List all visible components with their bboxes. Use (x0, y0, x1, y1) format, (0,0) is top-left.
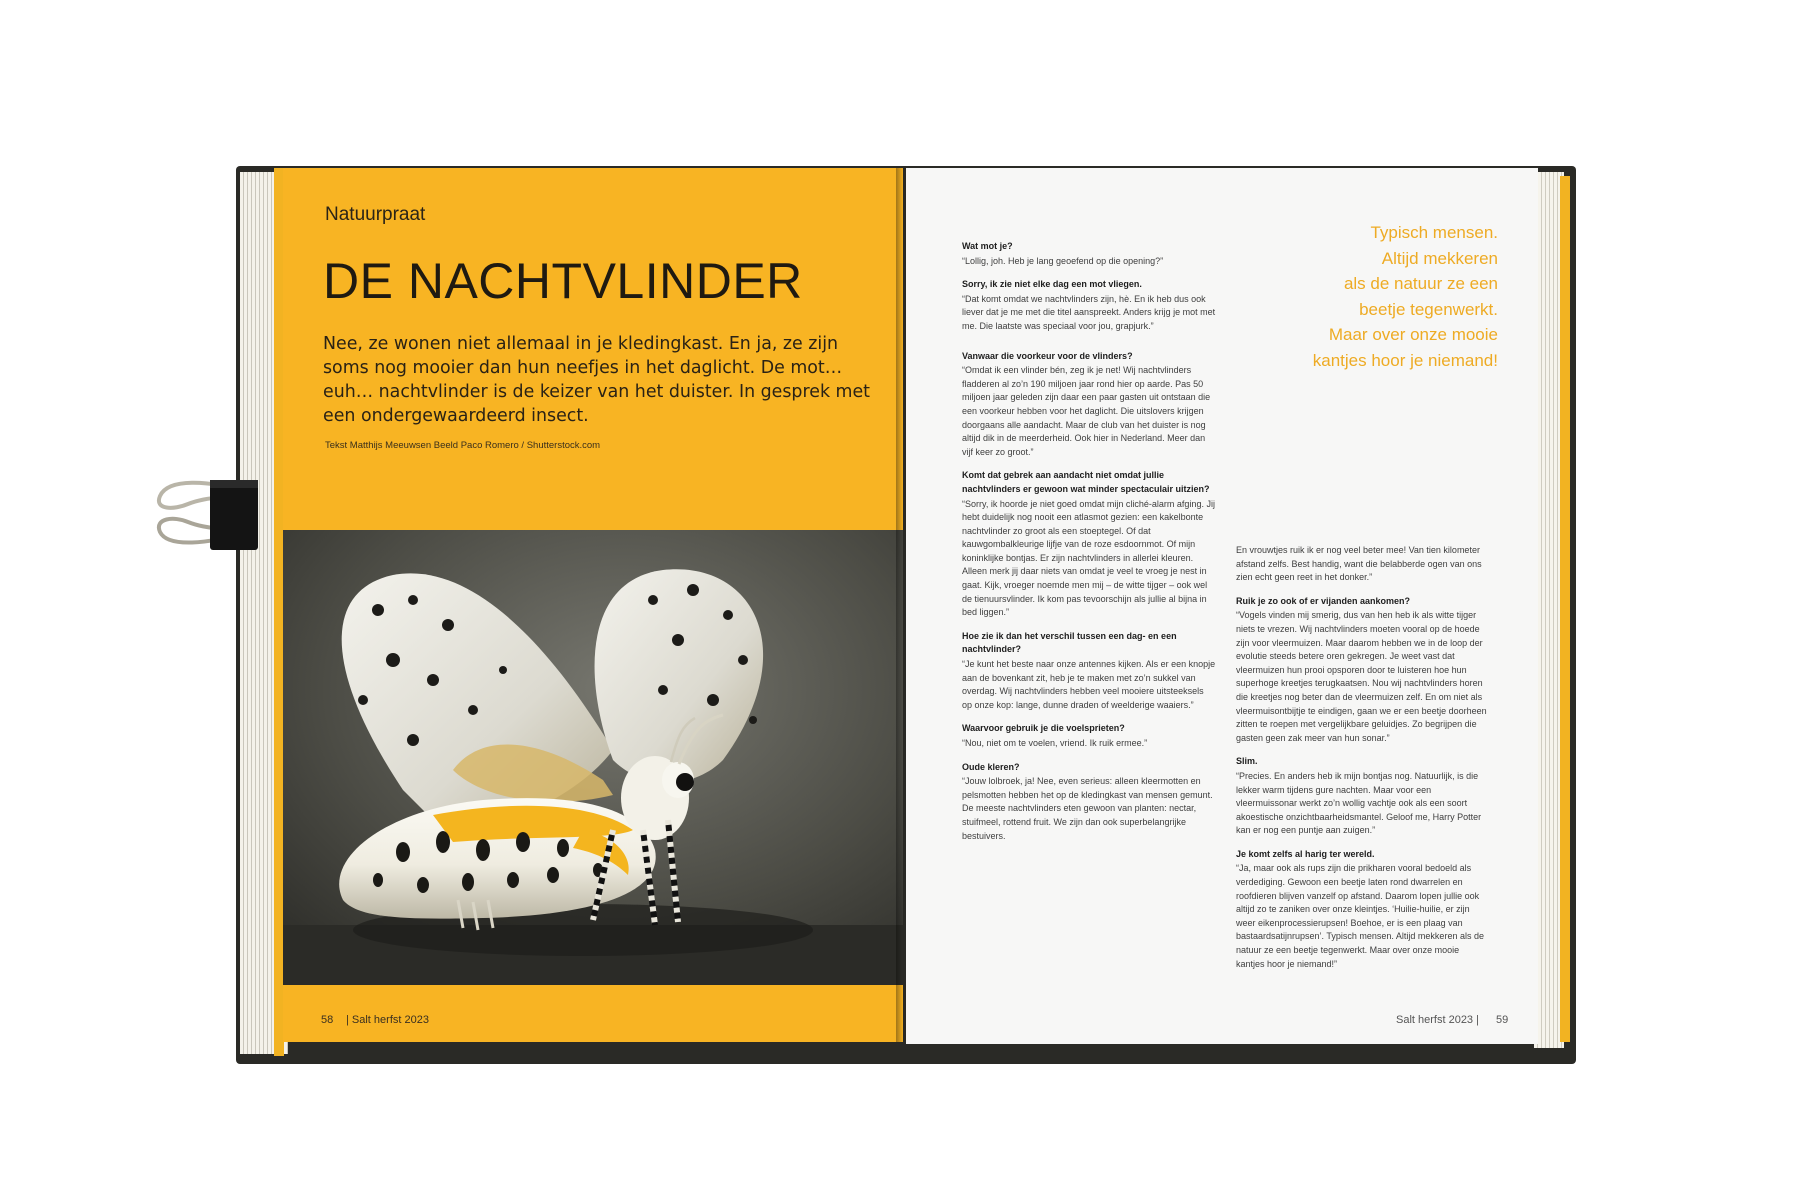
binder-clip-icon (148, 470, 278, 560)
page-number-right: 59 (1496, 1014, 1509, 1026)
answer: “Nou, niet om te voelen, vriend. Ik ruik ermee.” (962, 738, 1148, 748)
answer: “Jouw lolbroek, ja! Nee, even serieus: alleen kleermotten en pelsmotten hebben het op de kledingkast van mensen gemunt. De meeste nachtvlinders eten gewoon van planten: nectar, stuifmeel, rottend fruit. We zijn dan ook superbelangrijke bestuivers. (962, 776, 1213, 841)
answer: “Omdat ik een vlinder bén, zeg ik je net! Wij nachtvlinders fladderen al zo’n 190 miljoen jaar rond hier op aarde. Pas 50 miljoen jaar geleden zijn daar een paar gasten uit ontstaan die een voorkeur hebben voor het daglicht. Die uitslovers krijgen doorgaans alle aandacht. Maar de club van het duister is nog altijd dik in de meerderheid. Ook hier in Nederland. Meer dan vijf keer zo groot.” (962, 365, 1211, 457)
qa-block (1236, 755, 1490, 838)
page-number-left: 58 (321, 1014, 334, 1026)
qa-block (962, 240, 1216, 268)
moth-illustration (283, 530, 903, 985)
article-intro: Nee, ze wonen niet allemaal in je kledingkast. En ja, ze zijn soms nog mooier dan hun neefjes in het daglicht. De mot… euh… nachtvlinder is de keizer van het duister. In gesprek met een ondergewaardeerd insect. (323, 334, 870, 426)
article-title: DE NACHTVLINDER (323, 253, 803, 309)
interview-column-2 (1236, 544, 1490, 981)
right-page (906, 168, 1538, 1044)
folio-right: Salt herfst 2023 | (1396, 1014, 1479, 1026)
question: Vanwaar die voorkeur voor de vlinders? (962, 350, 1133, 361)
section-label: Natuurpraat (325, 204, 426, 225)
qa-block (1236, 544, 1490, 585)
question: Komt dat gebrek aan aandacht niet omdat jullie nachtvlinders er gewoon wat minder spectaculair uitzien? (962, 470, 1210, 494)
binder-clip (148, 470, 278, 564)
qa-block (962, 722, 1216, 750)
answer: “Sorry, ik hoorde je niet goed omdat mijn cliché-alarm afging. Jij hebt duidelijk nog nooit een atlasmot gezien: een kakelbonte nachtvlinder zo groot als een stoeptegel. Of dat kauwgombalkleurige lijfje van de roze esdoornmot. Of mijn koninklijke bontjas. Er zijn nachtvlinders in allerlei kleuren. Alleen merk jij daar niets van omdat je veel te vroeg je nest in gaat. Kijk, vroeger noemde men mij – de witte tijger – ook wel de tienuursvlinder. Ik kom pas tevoorschijn als jullie al bijna in bed liggen.” (962, 498, 1215, 618)
qa-block (1236, 848, 1490, 971)
answer: “Precies. En anders heb ik mijn bontjas nog. Natuurlijk, is die lekker warm tijdens gure nachten. Maar voor een vleermuissonar werkt zo’n wollig vachtje ook als een soort akoestische onzichtbaarheidsmantel. Geloof me, Harry Potter kan er nog een puntje aan zuigen.” (1236, 770, 1482, 836)
answer: “Dat komt omdat we nachtvlinders zijn, hè. En ik heb dus ook liever dat je me met die titel aanspreekt. Anders krijg je mot met me. Die laatste was speciaal voor jou, grapjurk.” (962, 293, 1216, 331)
question: Slim. (1236, 756, 1258, 767)
question: Sorry, ik zie niet elke dag een mot vliegen. (962, 279, 1142, 290)
pull-quote: Typisch mensen. Altijd mekkeren als de natuur ze een beetje tegenwerkt. Maar over onze mooie kantjes hoor je niemand! (1312, 223, 1498, 370)
qa-block (1236, 595, 1490, 746)
answer: “Vogels vinden mij smerig, dus van hen heb ik als witte tijger niets te vrezen. Wij nachtvlinders moeten vooral op de hoede zijn voor vleermuizen. Maar daarom hebben we in de loop der evolutie steeds betere oren gekregen. Je weet vast dat vleermuizen hun prooi opsporen door te luisteren hoe hun superhoge kreetjes terugkaatsen. Nou wij nachtvlinders horen die kreetjes nog beter dan de vleermuizen zelf. En om niet als vleermuisontbijtje te eindigen, gaan we er een beetje doorheen zitten te roepen met vergelijkbare geluidjes. Zo begrijpen die gasten geen zak meer van hun sonar.” (1236, 610, 1487, 743)
question: Ruik je zo ook of er vijanden aankomen? (1236, 595, 1411, 606)
qa-block (962, 278, 1216, 333)
folio-left: | Salt herfst 2023 (346, 1014, 429, 1026)
answer: “Ja, maar ook als rups zijn die prikharen vooral bedoeld als verdediging. Gewoon een beetje laten rond dwarrelen en roofdieren blijven vanzelf op afstand. Daarom lopen jullie ook altijd zo te zaniken over onze kleintjes. ‘Huilie-huilie, er zijn weer eikenprocessierupsen! Boehoe, er is een plaag van bastaardsatijnrupsen’. Typisch mensen. Altijd mekkeren als de natuur ze een beetje tegenwerkt. Maar over onze mooie kantjes hoor je niemand!” (1236, 863, 1484, 969)
left-page (283, 168, 903, 1042)
question: Je komt zelfs al harig ter wereld. (1236, 848, 1375, 859)
right-page-edge (1560, 176, 1570, 1042)
answer: “Lollig, joh. Heb je lang geoefend op die opening?” (962, 255, 1164, 266)
qa-block (962, 469, 1216, 620)
qa-block (962, 630, 1216, 713)
qa-block (962, 350, 1216, 460)
question: Oude kleren? (962, 761, 1020, 772)
photo-credit: Tekst Matthijs Meeuwsen Beeld Paco Romero / Shutterstock.com (325, 440, 601, 451)
answer: En vrouwtjes ruik ik er nog veel beter mee! Van tien kilometer afstand zelfs. Best handig, want die belabberde ogen van ons zien echt geen reet in het donker.” (1236, 545, 1482, 583)
question: Hoe zie ik dan het verschil tussen een dag- en een nachtvlinder? (962, 630, 1177, 655)
answer: “Je kunt het beste naar onze antennes kijken. Als er een knopje aan de bovenkant zit, heb je te maken met zo’n sukkel van overdag. Wij nachtvlinders hebben veel mooiere uitsteeksels op onze kop: lange, dunne draden of weelderige waaiers.” (962, 659, 1216, 710)
qa-block (962, 761, 1216, 844)
interview-column-1 (962, 240, 1216, 853)
moth-photo (283, 530, 903, 985)
question: Waarvoor gebruik je die voelsprieten? (962, 723, 1125, 734)
question: Wat mot je? (962, 241, 1013, 251)
